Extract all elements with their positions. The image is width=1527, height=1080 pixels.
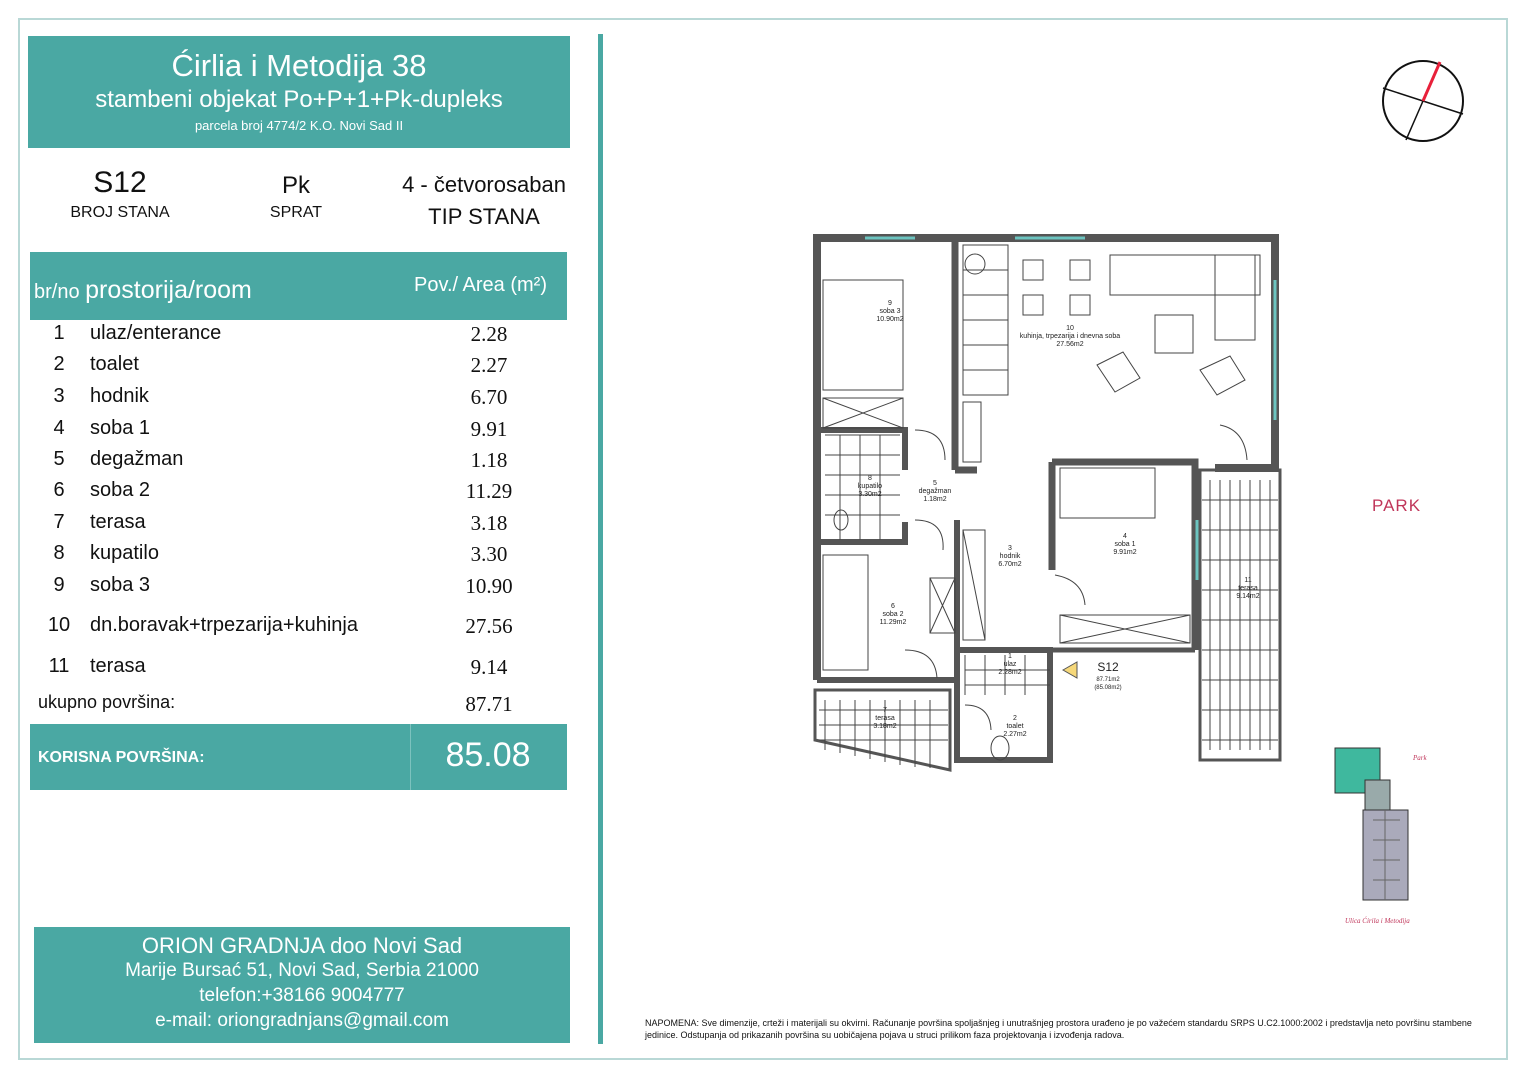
room-name: soba 2 [90,479,151,501]
room-number: 2 [53,353,65,375]
plan-room-name: ulaz [1003,661,1017,668]
col-area-header: Pov./ Area (m²) [414,274,547,296]
site-street-label: Ulica Ćirila i Metodija [1345,917,1410,925]
site-park-label: Park [1413,754,1427,762]
company-box [34,927,570,1043]
table-row [30,511,550,541]
room-area: 2.28 [470,322,508,346]
floor-block [250,172,342,222]
plan-room-no: 3 [1008,545,1012,552]
plan-room-name: soba 1 [1114,541,1136,548]
table-row [30,614,550,644]
plan-room-area: 9.14m2 [1236,593,1260,600]
table-row [30,542,550,572]
park-label: PARK [1372,496,1422,515]
floor-value: Pk [281,172,310,199]
plan-room-no: 8 [868,475,872,482]
room-number: 5 [53,448,65,470]
unit-number: S12 [93,166,147,199]
plan-room-name: soba 2 [882,611,904,618]
divider-bar [598,34,603,1044]
plan-room-area: 11.29m2 [879,619,907,626]
unit-tag-area-net: (85.08m2) [1094,685,1122,691]
usable-area-banner [30,724,567,790]
room-area: 1.18 [470,448,508,472]
usable-area-value: 85.08 [445,736,531,774]
plan-room-no: 7 [883,707,887,714]
table-row [30,385,550,415]
table-row [30,448,550,478]
plan-room-name: terasa [1238,585,1258,592]
col-room-header: prostorija/room [85,276,252,304]
room-name: toalet [90,353,139,375]
plan-room-area: 2.27m2 [1003,731,1027,738]
plan-room-name: hodnik [999,553,1021,560]
room-name: dn.boravak+trpezarija+kuhinja [90,614,358,636]
room-number: 1 [53,322,65,344]
compass-icon [1378,60,1468,144]
disclaimer-note: NAPOMENA: Sve dimenzije, crteži i materijali su okvirni. Računanje površina spoljašnjeg i unutrašnjeg prostora urađeno je po važećem standardu SRPS U.C2.1000:2002 i predstavlja neto površinu stambene jedinice. Odstupanja od prikazanih površina su uobičajena pojava u struci prilikom faza projektovanja i izvođenja radova. [645,1018,1472,1040]
room-name: hodnik [90,385,149,407]
room-area: 11.29 [465,479,513,503]
company-phone: telefon:+38166 9004777 [199,985,405,1006]
room-area: 2.27 [470,353,508,377]
floor-plan [805,230,1285,790]
plan-room-area: 27.56m2 [1056,341,1084,348]
floor-label: SPRAT [269,204,323,221]
plan-room-no: 6 [891,603,895,610]
unit-number-label: BROJ STANA [70,204,170,221]
total-value: 87.71 [465,692,513,716]
room-area: 9.14 [470,655,508,679]
room-number: 9 [53,574,65,596]
plan-room-name: terasa [875,715,895,722]
project-title: Ćirlia i Metodija 38 [171,48,427,83]
plan-room-name: degažman [918,488,952,495]
room-area: 10.90 [465,574,513,598]
table-row [30,479,550,509]
unit-tag: S12 [1097,660,1119,674]
banner-divider [410,724,411,790]
company-name: ORION GRADNJA doo Novi Sad [141,933,463,958]
table-header [30,252,567,320]
plan-room-no: 4 [1123,533,1127,540]
room-name: terasa [90,511,146,533]
room-name: kupatilo [90,542,159,564]
table-row [30,574,550,604]
unit-type-label: TIP STANA [428,204,540,229]
plan-room-name: kuhinja, trpezarija i dnevna soba [1019,333,1121,340]
plan-room-name: kupatilo [857,483,883,490]
company-email: e-mail: oriongradnjans@gmail.com [155,1010,449,1031]
room-area: 3.18 [470,511,508,535]
unit-type: 4 - četvorosaban [402,172,566,197]
room-number: 10 [47,614,71,636]
table-row [30,655,550,685]
plan-room-no: 1 [1008,653,1012,660]
plan-room-area: 1.18m2 [923,496,947,503]
room-name: soba 1 [90,417,151,439]
col-no-header: br/no prostorija/room [34,276,252,304]
plan-room-name: toalet [1006,723,1024,730]
plan-room-area: 9.91m2 [1113,549,1137,556]
plan-room-area: 3.30m2 [858,491,882,498]
plan-room-no: 9 [888,300,892,307]
plan-room-no: 2 [1013,715,1017,722]
plan-room-area: 6.70m2 [998,561,1022,568]
room-name: degažman [90,448,184,470]
room-name: soba 3 [90,574,151,596]
project-subtitle: stambeni objekat Po+P+1+Pk-dupleks [95,86,503,113]
room-name: ulaz/enterance [90,322,222,344]
plan-room-no: 11 [1244,577,1252,584]
room-area: 3.30 [470,542,508,566]
project-header [28,36,570,148]
table-row [30,322,550,352]
plan-room-area: 2.28m2 [998,669,1022,676]
table-row [30,353,550,383]
room-number: 3 [53,385,65,407]
plan-room-area: 10.90m2 [876,316,904,323]
site-plan-thumbnail [1325,740,1435,930]
parcel-number: parcela broj 4774/2 K.O. Novi Sad II [194,118,404,133]
room-number: 11 [48,655,70,677]
plan-room-no: 5 [933,480,937,487]
table-row [30,417,550,447]
company-address: Marije Bursać 51, Novi Sad, Serbia 21000 [125,960,479,981]
unit-tag-area: 87.71m2 [1096,677,1120,683]
room-area: 9.91 [470,417,508,441]
plan-room-area: 3.18m2 [873,723,897,730]
room-number: 8 [53,542,65,564]
room-area: 27.56 [465,614,513,638]
room-number: 7 [53,511,65,533]
plan-room-no: 10 [1066,325,1074,332]
total-label: ukupno površina: [38,692,176,712]
room-number: 6 [53,479,65,501]
room-number: 4 [53,417,65,439]
unit-number-block [60,166,180,222]
plan-room-name: soba 3 [879,308,901,315]
room-area: 6.70 [470,385,508,409]
room-name: terasa [90,655,146,677]
unit-type-block [390,172,578,230]
usable-area-label: KORISNA POVRŠINA: [38,749,205,766]
